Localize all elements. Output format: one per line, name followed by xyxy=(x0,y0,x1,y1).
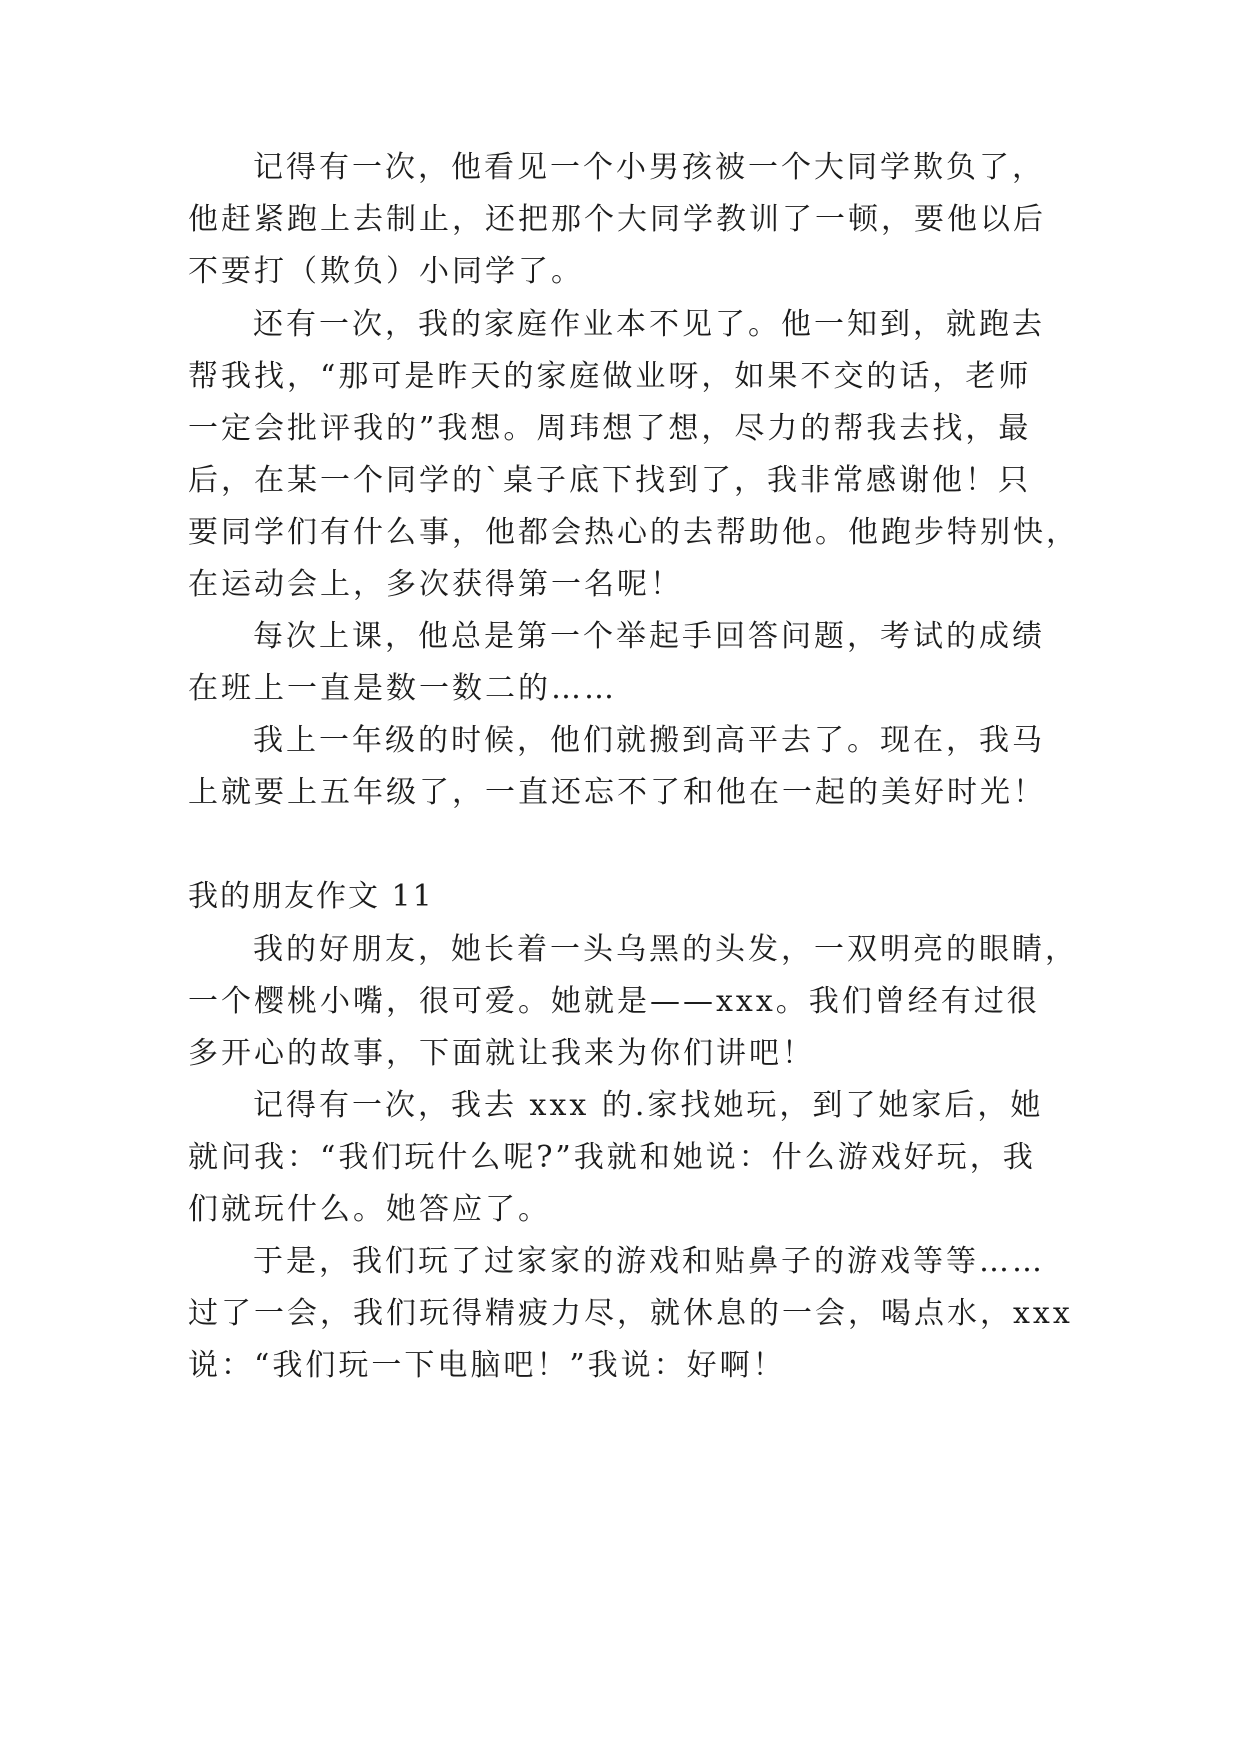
paragraph-line: 在班上一直是数一数二的…… xyxy=(188,671,617,706)
paragraph-line: 们就玩什么。她答应了。 xyxy=(188,1192,551,1227)
paragraph-line: 一个樱桃小嘴，很可爱。她就是——xxx。我们曾经有过很 xyxy=(188,984,1040,1019)
paragraph-line: 帮我找，“那可是昨天的家庭做业呀，如果不交的话，老师 xyxy=(188,359,1032,394)
paragraph-line: 在运动会上，多次获得第一名呢！ xyxy=(188,567,683,602)
paragraph-line: 就问我：“我们玩什么呢?”我就和她说：什么游戏好玩，我 xyxy=(188,1140,1036,1175)
paragraph-line: 我的好朋友，她长着一头乌黑的头发，一双明亮的眼睛， xyxy=(253,932,1078,967)
paragraph-line: 过了一会，我们玩得精疲力尽，就休息的一会，喝点水，xxx xyxy=(188,1296,1073,1331)
paragraph-line: 多开心的故事，下面就让我来为你们讲吧！ xyxy=(188,1036,815,1071)
paragraph-line: 记得有一次，他看见一个小男孩被一个大同学欺负了， xyxy=(253,150,1045,185)
paragraph-line: 记得有一次，我去 xxx 的.家找她玩，到了她家后，她 xyxy=(253,1088,1044,1123)
section-heading: 我的朋友作文 11 xyxy=(188,879,434,914)
paragraph-line: 每次上课，他总是第一个举起手回答问题，考试的成绩 xyxy=(253,619,1045,654)
paragraph-line: 上就要上五年级了，一直还忘不了和他在一起的美好时光！ xyxy=(188,775,1046,810)
paragraph-line: 不要打（欺负）小同学了。 xyxy=(188,254,584,289)
paragraph-line: 后，在某一个同学的`桌子底下找到了，我非常感谢他！只 xyxy=(188,463,1031,498)
paragraph-line: 于是，我们玩了过家家的游戏和贴鼻子的游戏等等…… xyxy=(253,1244,1045,1279)
paragraph-line: 还有一次，我的家庭作业本不见了。他一知到，就跑去 xyxy=(253,307,1045,342)
paragraph-line: 一定会批评我的”我想。周玮想了想，尽力的帮我去找，最 xyxy=(188,411,1032,446)
paragraph-line: 说：“我们玩一下电脑吧！”我说：好啊！ xyxy=(188,1348,786,1383)
paragraph-line: 要同学们有什么事，他都会热心的去帮助他。他跑步特别快， xyxy=(188,515,1079,550)
paragraph-line: 他赶紧跑上去制止，还把那个大同学教训了一顿，要他以后 xyxy=(188,202,1046,237)
paragraph-line: 我上一年级的时候，他们就搬到高平去了。现在，我马 xyxy=(253,723,1045,758)
